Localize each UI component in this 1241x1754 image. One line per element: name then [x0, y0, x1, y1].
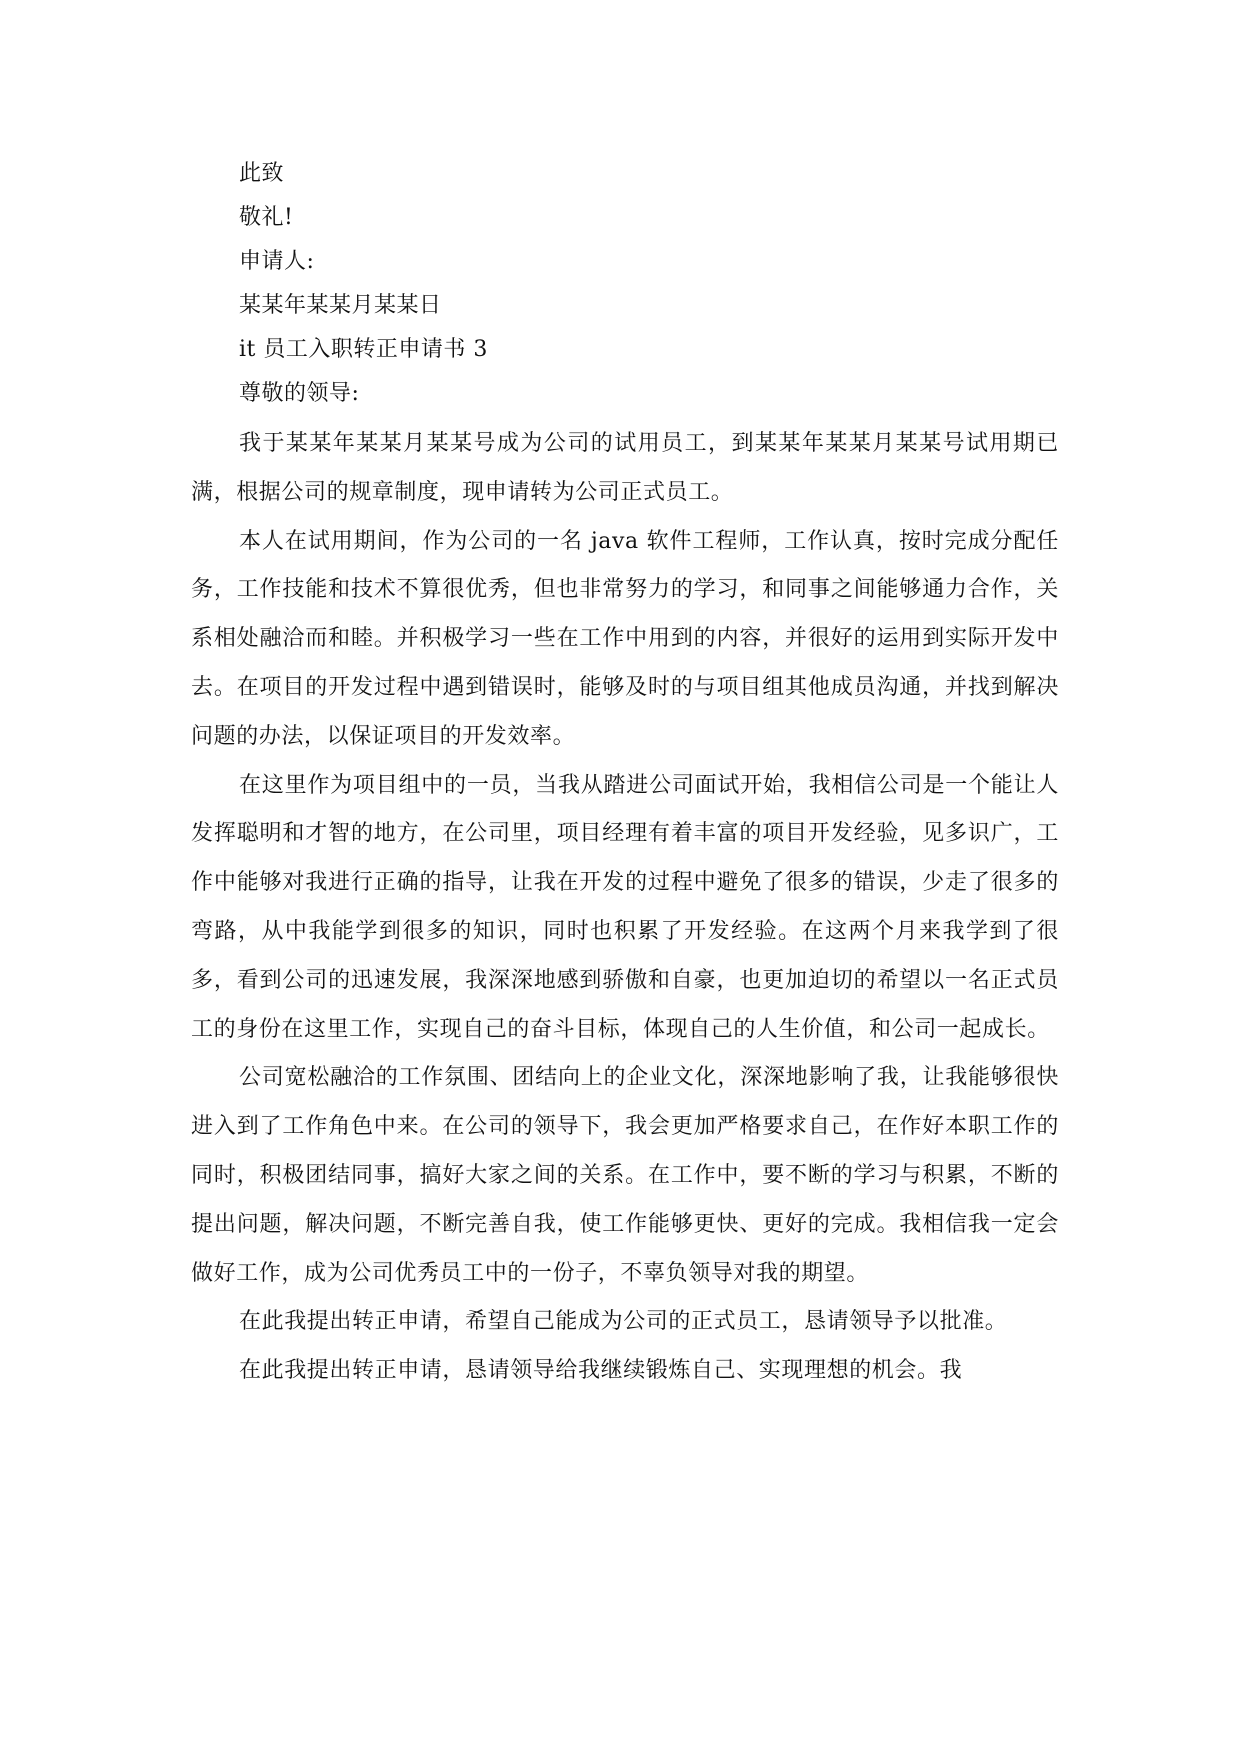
applicant-label: 申请人: — [239, 249, 315, 274]
paragraph-3: 在这里作为项目组中的一员，当我从踏进公司面试开始，我相信公司是一个能让人发挥聪明和才智的地方，在公司里，项目经理有着丰富的项目开发经验，见多识广，工作中能够对我进行正确的指导，让我在开发的过程中避免了很多的错误，少走了很多的弯路，从中我能学到很多的知识，同时也积累了开发经验。在这两个月来我学到了很多，看到公司的迅速发展，我深深地感到骄傲和自豪，也更加迫切的希望以一名正式员工的身份在这里工作，实现自己的奋斗目标，体现自己的人生价值，和公司一起成长。 — [191, 772, 1059, 1042]
paragraph-4: 公司宽松融洽的工作氛围、团结向上的企业文化，深深地影响了我，让我能够很快进入到了工作角色中来。在公司的领导下，我会更加严格要求自己，在作好本职工作的同时，积极团结同事，搞好大家之间的关系。在工作中，要不断的学习与积累，不断的提出问题，解决问题，不断完善自我，使工作能够更快、更好的完成。我相信我一定会做好工作，成为公司优秀员工中的一份子，不辜负领导对我的期望。 — [191, 1065, 1059, 1286]
date-line: 某某年某某月某某日 — [239, 293, 442, 318]
section-title: it 员工入职转正申请书 3 — [239, 337, 488, 362]
document-body — [191, 152, 1059, 1396]
closing-line: 此致 — [239, 161, 285, 186]
salutation-line: 敬礼! — [239, 205, 294, 230]
paragraph-2: 本人在试用期间，作为公司的一名 java 软件工程师，工作认真，按时完成分配任务，工作技能和技术不算很优秀，但也非常努力的学习，和同事之间能够通力合作，关系相处融洽而和睦。并积极学习一些在工作中用到的内容，并很好的运用到实际开发中去。在项目的开发过程中遇到错误时，能够及时的与项目组其他成员沟通，并找到解决问题的办法，以保证项目的开发效率。 — [191, 528, 1059, 749]
paragraph-1: 我于某某年某某月某某号成为公司的试用员工，到某某年某某月某某号试用期已满，根据公司的规章制度，现申请转为公司正式员工。 — [191, 431, 1059, 505]
paragraph-6: 在此我提出转正申请，恳请领导给我继续锻炼自己、实现理想的机会。我 — [239, 1358, 963, 1384]
paragraph-5: 在此我提出转正申请，希望自己能成为公司的正式员工，恳请领导予以批准。 — [239, 1309, 1008, 1335]
greeting-line: 尊敬的领导: — [239, 381, 360, 406]
